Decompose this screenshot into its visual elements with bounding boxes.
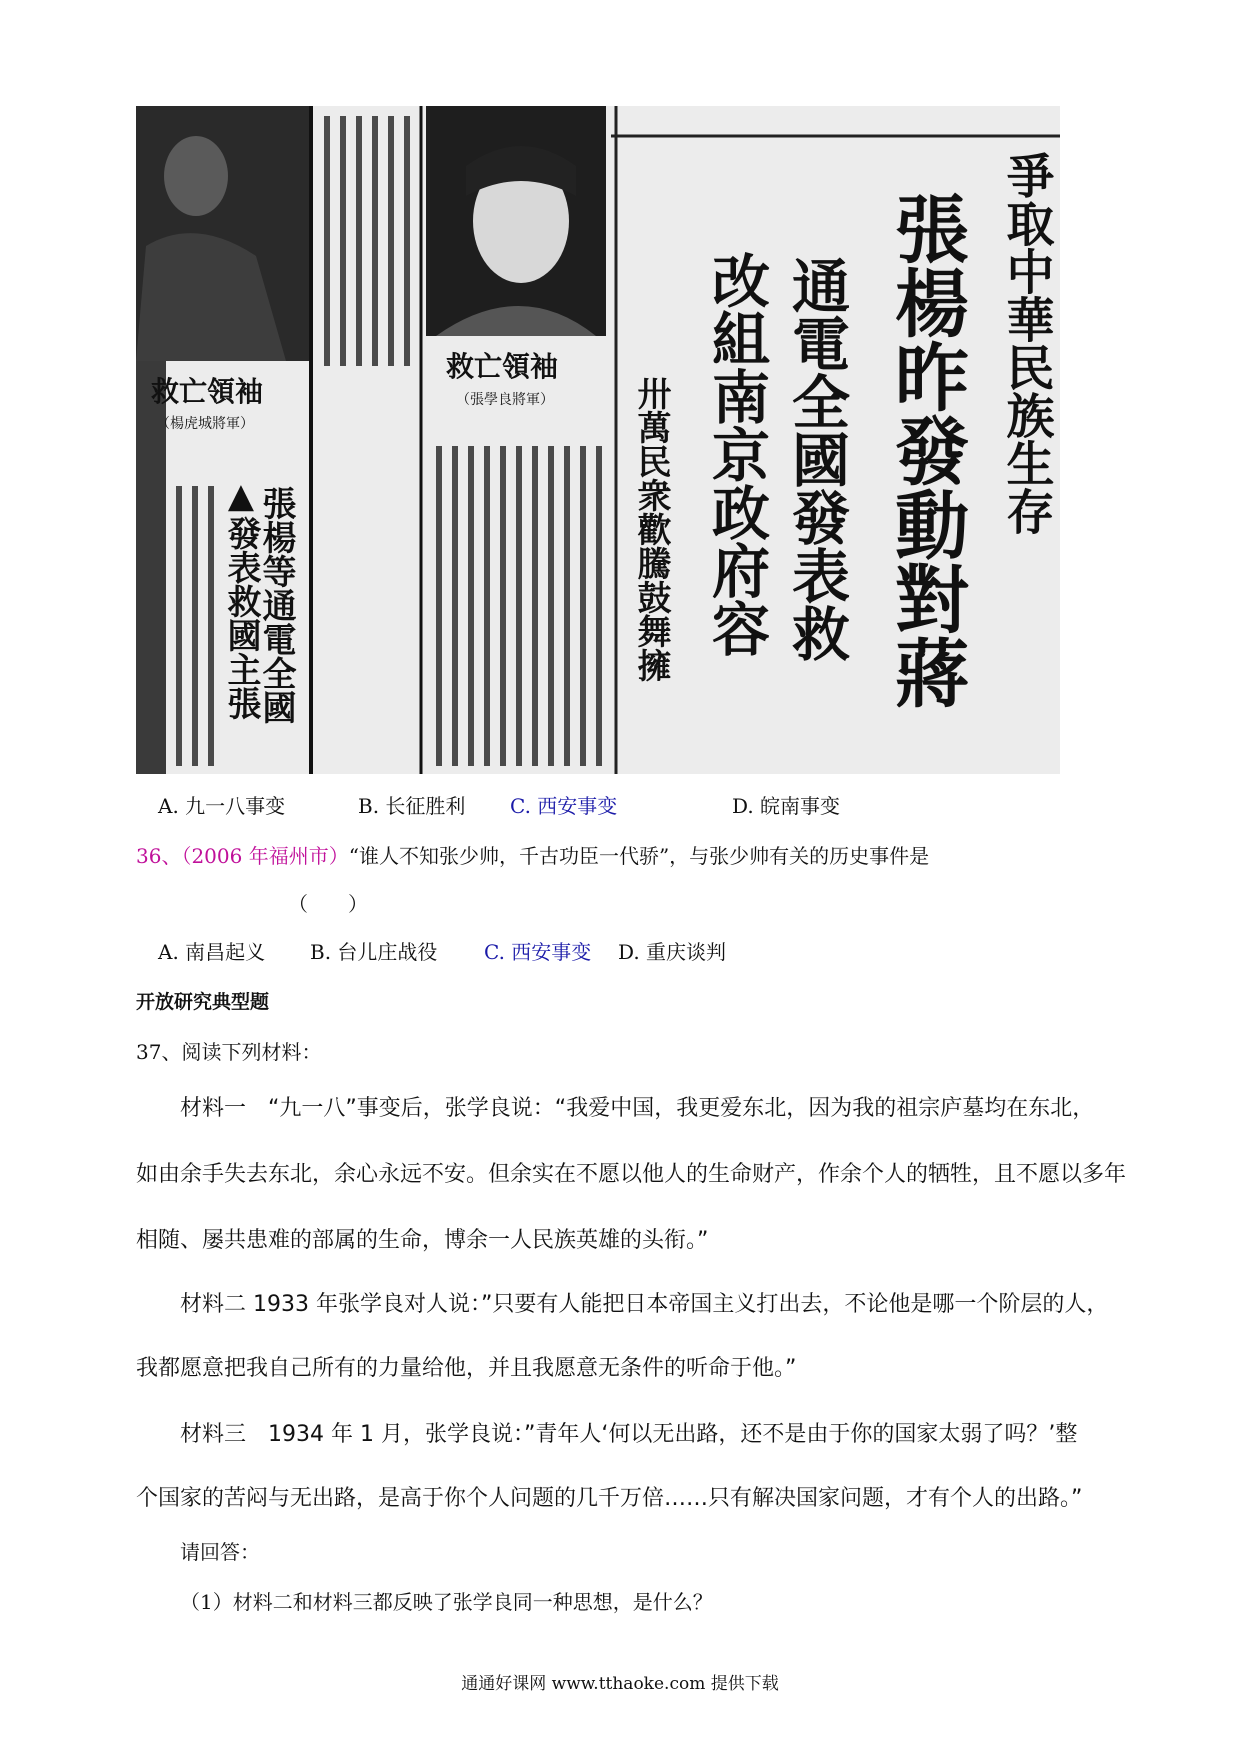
q36-option-c: C. 西安事变	[484, 940, 592, 964]
q36-text: “谁人不知张少帅，千古功臣一代骄”，与张少帅有关的历史事件是	[348, 844, 930, 868]
material-2-line-1: 材料二 1933 年张学良对人说：”只要有人能把日本帝国主义打出去，不论他是哪一个阶层的人，	[180, 1292, 1109, 1317]
q35-option-a: A. 九一八事变	[158, 794, 286, 818]
material-1-line-2: 如由余手失去东北，余心永远不安。但余实在不愿以他人的生命财产，作余个人的牺牲，且不愿以多年	[136, 1162, 1127, 1187]
headline-large: 張楊昨發動對蔣	[883, 191, 969, 709]
q35-option-d: D. 皖南事变	[732, 794, 841, 818]
material-1-line-1: 材料一 “九一八”事变后，张学良说：“我爱中国，我更爱东北，因为我的祖宗庐墓均在东北，	[180, 1096, 1095, 1121]
q36-stem	[136, 842, 929, 870]
caption-left: 救亡領袖	[151, 375, 264, 408]
q36-option-d: D. 重庆谈判	[618, 940, 727, 964]
material-1-line-3: 相随、屡共患难的部属的生命，博余一人民族英雄的头衔。”	[136, 1228, 709, 1253]
caption-left-sub: （楊虎城將軍）	[156, 416, 254, 432]
sub-question-1: （1）材料二和材料三都反映了张学良同一种思想，是什么？	[180, 1590, 713, 1614]
q36-option-a: A. 南昌起义	[158, 940, 266, 964]
material-3-line-2: 个国家的苦闷与无出路，是高于你个人问题的几千万倍……只有解决国家问题，才有个人的出路。”	[136, 1486, 1083, 1511]
headline-mid2: 改組南京政府容	[702, 251, 770, 657]
q35-option-b: B. 长征胜利	[358, 794, 466, 818]
q35-option-c: C. 西安事变	[510, 794, 618, 818]
headline-mid1: 通電全國發表救	[782, 256, 850, 662]
q36-answer-paren: （ ）	[288, 892, 368, 916]
question-prompt: 请回答：	[180, 1540, 260, 1564]
headline-top: 爭取中華民族生存	[998, 151, 1054, 535]
subhead-side: 卅萬民衆歡騰鼓舞擁	[631, 376, 671, 682]
q36-number: 36、	[136, 844, 182, 868]
newspaper-photo	[136, 106, 1060, 774]
material-2-line-2: 我都愿意把我自己所有的力量给他，并且我愿意无条件的听命于他。”	[136, 1356, 797, 1381]
caption-center: 救亡領袖	[446, 350, 559, 383]
q36-option-b: B. 台儿庄战役	[310, 940, 438, 964]
caption-center-sub: （張學良將軍）	[456, 392, 554, 408]
section-title: 开放研究典型题	[136, 991, 270, 1013]
page-footer: 通通好课网 www.tthaoke.com 提供下载	[461, 1674, 779, 1694]
q37-intro: 37、阅读下列材料：	[136, 1040, 322, 1064]
material-3-line-1: 材料三 1934 年 1 月，张学良说：”青年人‘何以无出路，还不是由于你的国家太弱了吗？’整	[180, 1422, 1078, 1447]
inset-headline: 張楊等通電全國	[256, 486, 296, 724]
inset-headline2: ▲發表救國主張	[221, 476, 261, 720]
q36-source: （2006 年福州市）	[181, 844, 349, 868]
